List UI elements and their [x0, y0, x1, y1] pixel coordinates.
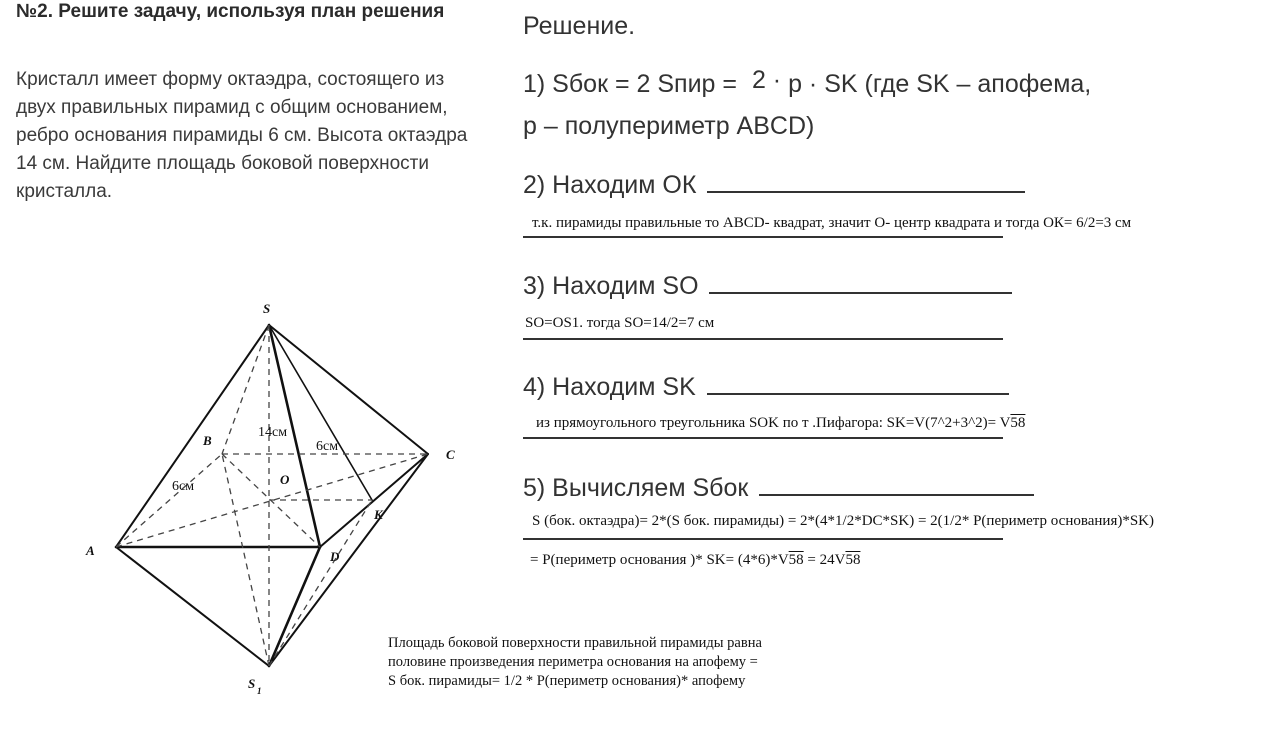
- step1-formula-start: 1) Sбок = 2 Sпир =: [523, 70, 737, 98]
- annotation-height: 14см: [258, 425, 288, 440]
- label-D: D: [330, 549, 340, 564]
- step5-text2-b: = 24V: [803, 552, 846, 568]
- step4-heading-text: 4) Находим SK: [523, 373, 696, 401]
- step4-text: [536, 415, 1025, 432]
- step4-heading: [523, 373, 1009, 402]
- step5-root2: 58: [845, 552, 861, 568]
- edge-S-A: [116, 325, 269, 547]
- step5-rule: [523, 538, 1003, 540]
- edge-S1-D: [269, 547, 320, 666]
- note-line2: половине произведения периметра основания на апофему =: [388, 654, 758, 670]
- label-A: A: [86, 543, 95, 558]
- step5-text1: S (бок. октаэдра)= 2*(S бок. пирамиды) = 2*(4*1/2*DC*SK) = 2(1/2* Р(периметр основания)*SK): [532, 513, 1155, 529]
- note-block: [388, 634, 828, 691]
- label-O: O: [280, 472, 290, 487]
- solution-heading: Решение.: [523, 12, 636, 40]
- label-K: K: [374, 507, 383, 522]
- step3-rule: [523, 338, 1003, 340]
- label-S1-sub: 1: [257, 686, 262, 696]
- step1-line2: р – полупериметр ABCD): [523, 112, 815, 140]
- step3-answer-line: [709, 272, 1012, 294]
- step1-line1: [523, 66, 1092, 99]
- step3-text: SO=OS1. тогда SO=14/2=7 см: [525, 315, 715, 331]
- label-S1: S: [248, 676, 256, 691]
- step4-root: 58: [1010, 415, 1026, 431]
- step4-rule: [523, 437, 1003, 439]
- step5-root1: 58: [788, 552, 804, 568]
- step1-formula-rest: р · SK (где SK – апофема,: [788, 70, 1092, 98]
- annotation-edge: 6см: [172, 479, 195, 494]
- hidden-A-B: [116, 454, 222, 547]
- label-B: B: [203, 433, 212, 448]
- edge-S-C: [269, 325, 428, 454]
- annotation-apothem: 6см: [316, 439, 339, 454]
- step3-heading: [523, 272, 1012, 301]
- note-line1: Площадь боковой поверхности правильной пирамиды равна: [388, 635, 762, 651]
- step2-heading-text: 2) Находим ОК: [523, 171, 697, 199]
- task-title: №2. Решите задачу, используя план решения: [16, 1, 445, 22]
- step2-rule: [523, 236, 1003, 238]
- step1-mult: 2 ·: [751, 66, 782, 94]
- step2-answer-line: [707, 171, 1025, 193]
- step5-heading-text: 5) Вычисляем Sбок: [523, 474, 749, 502]
- hidden-S1-K: [269, 500, 372, 666]
- note-line3: S бок. пирамиды= 1/2 * Р(периметр основания)* апофему: [388, 673, 746, 689]
- task-body: Кристалл имеет форму октаэдра, состоящего из двух правильных пирамид с общим основанием, ребро основания пирамиды 6 см. Высота октаэдра 14 см. Найдите площадь боковой поверхности кристалла.: [16, 69, 468, 202]
- step5-heading: [523, 474, 1034, 503]
- label-C: C: [446, 447, 455, 462]
- label-S: S: [263, 301, 271, 316]
- step2-text: т.к. пирамиды правильные то ABCD- квадрат, значит О- центр квадрата и тогда ОК= 6/2=3 см: [532, 215, 1132, 231]
- step2-heading: [523, 171, 1025, 200]
- step5-text2-a: = Р(периметр основания )* SK= (4*6)*V: [530, 552, 789, 568]
- step5-text2: [530, 552, 860, 569]
- step5-answer-line: [759, 474, 1034, 496]
- step3-heading-text: 3) Находим SO: [523, 272, 699, 300]
- step4-answer-line: [707, 373, 1009, 395]
- step4-text-main: из прямоугольного треугольника SOK по т .Пифагора: SK=V(7^2+3^2)= V: [536, 415, 1011, 431]
